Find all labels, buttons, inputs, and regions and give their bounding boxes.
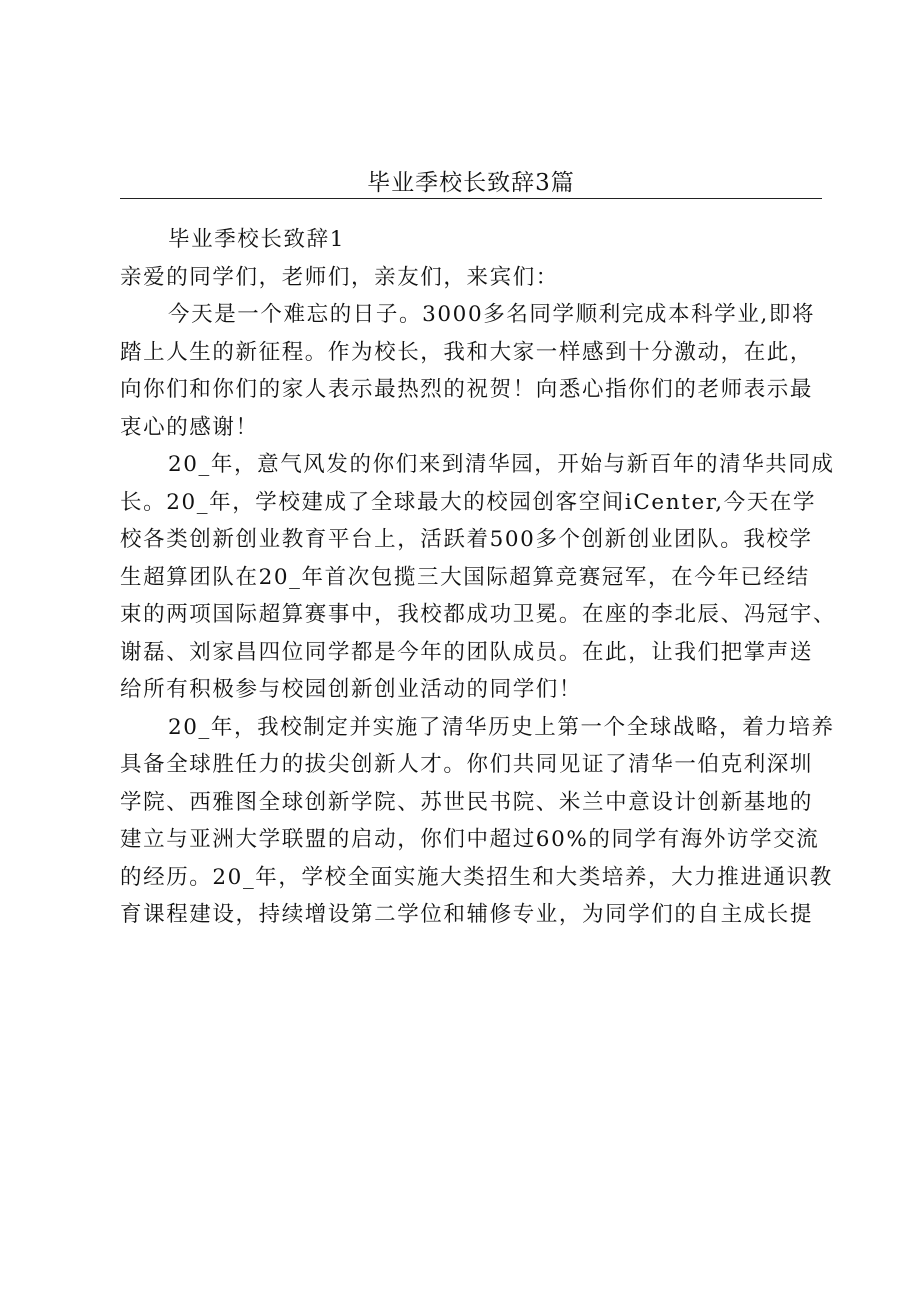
paragraph-line: 具备全球胜任力的拔尖创新人才。你们共同见证了清华一伯克利深圳 [120,752,814,777]
paragraph-line: 校各类创新创业教育平台上，活跃着500多个创新创业团队。我校学 [120,527,813,552]
paragraph-line: 20_年，意气风发的你们来到清华园，开始与新百年的清华共同成 [168,452,835,477]
paragraph-line: 踏上人生的新征程。作为校长，我和大家一样感到十分激动，在此， [120,339,814,365]
paragraph-line: 向你们和你们的家人表示最热烈的祝贺！向悉心指你们的老师表示最 [120,377,814,402]
paragraph-line: 20_年，我校制定并实施了清华历史上第一个全球战略，着力培养 [168,714,835,740]
paragraph-line: 学院、西雅图全球创新学院、苏世民书院、米兰中意设计创新基地的 [120,789,814,815]
document-title: 毕业季校长致辞3篇 [367,170,575,196]
paragraph-line: 的经历。20_年，学校全面实施大类招生和大类培养，大力推进通识教 [120,864,833,890]
paragraph-line: 育课程建设，持续增设第二学位和辅修专业，为同学们的自主成长提 [120,902,814,927]
paragraph-line: 生超算团队在20_年首次包揽三大国际超算竞赛冠军，在今年已经结 [120,564,810,590]
document-body [120,222,837,935]
paragraph-line: 建立与亚洲大学联盟的启动，你们中超过60%的同学有海外访学交流 [120,827,820,852]
paragraph-line: 给所有积极参与校园创新创业活动的同学们！ [120,677,583,702]
paragraph-line: 今天是一个难忘的日子。3000多名同学顺利完成本科学业,即将 [168,302,816,327]
paragraph-line: 长。20_年，学校建成了全球最大的校园创客空间iCenter,今天在学 [120,489,817,515]
salutation-line: 亲爱的同学们，老师们，亲友们，来宾们： [120,264,559,290]
paragraph-line: 衷心的感谢！ [120,414,259,440]
section-heading: 毕业季校长致辞1 [168,227,345,252]
title-underline [120,198,822,199]
paragraph-line: 谢磊、刘家昌四位同学都是今年的团队成员。在此，让我们把掌声送 [120,639,814,665]
paragraph-line: 束的两项国际超算赛事中，我校都成功卫冕。在座的李北辰、冯冠宇、 [120,602,837,627]
